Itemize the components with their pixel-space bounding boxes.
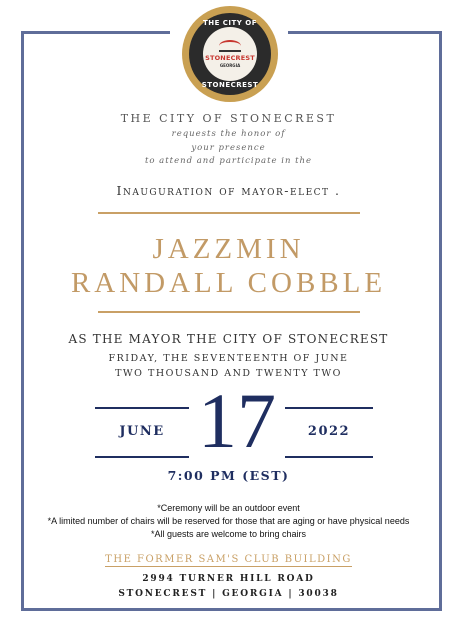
city-line: THE CITY OF STONECREST — [120, 112, 337, 125]
note-bring-chairs: *All guests are welcome to bring chairs — [150, 529, 307, 539]
honoree-first-name: JAZZMIN — [152, 233, 305, 265]
seal-bottom-text: STONECREST — [201, 81, 259, 89]
seal-top-text: THE CITY OF — [202, 19, 258, 27]
venue-address-line-1: 2994 TURNER HILL ROAD — [142, 574, 315, 584]
seal-ring — [189, 13, 271, 95]
event-title: Inauguration of mayor-elect . — [116, 183, 341, 198]
note-outdoor: *Ceremony will be an outdoor event — [157, 503, 300, 513]
year-rule-top — [285, 407, 373, 409]
note-chairs-reserved: *A limited number of chairs will be reserved for those that are aging or have physical needs — [47, 516, 410, 526]
venue-address-line-2: STONECREST | GEORGIA | 30038 — [118, 589, 339, 599]
honoree-last-name: RANDALL COBBLE — [70, 267, 387, 299]
date-long-line-2: TWO THOUSAND AND TWENTY TWO — [115, 368, 342, 379]
script-line-1: requests the honor of — [171, 129, 286, 139]
seal-core — [203, 27, 257, 81]
city-seal-logo — [182, 6, 278, 102]
event-day: 17 — [198, 377, 276, 464]
year-rule-bottom — [285, 456, 373, 458]
role-line: AS THE MAYOR THE CITY OF STONECREST — [68, 332, 389, 346]
date-long-line-1: FRIDAY, THE SEVENTEENTH OF JUNE — [108, 353, 349, 364]
gold-divider-bottom — [98, 311, 360, 313]
event-time: 7:00 PM (EST) — [167, 468, 290, 483]
skyline-icon — [219, 40, 241, 52]
gold-divider-top — [98, 212, 360, 214]
venue-name-container — [0, 554, 457, 565]
month-rule-bottom — [95, 456, 189, 458]
seal-city-name: STONECREST — [205, 54, 255, 62]
month-rule-top — [95, 407, 189, 409]
script-line-2: your presence — [191, 143, 266, 153]
seal-state: GEORGIA — [219, 63, 241, 68]
script-line-3: to attend and participate in the — [144, 156, 313, 166]
event-year: 2022 — [307, 424, 351, 439]
venue-name: THE FORMER SAM'S CLUB BUILDING — [105, 554, 352, 565]
event-month: JUNE — [119, 424, 165, 439]
